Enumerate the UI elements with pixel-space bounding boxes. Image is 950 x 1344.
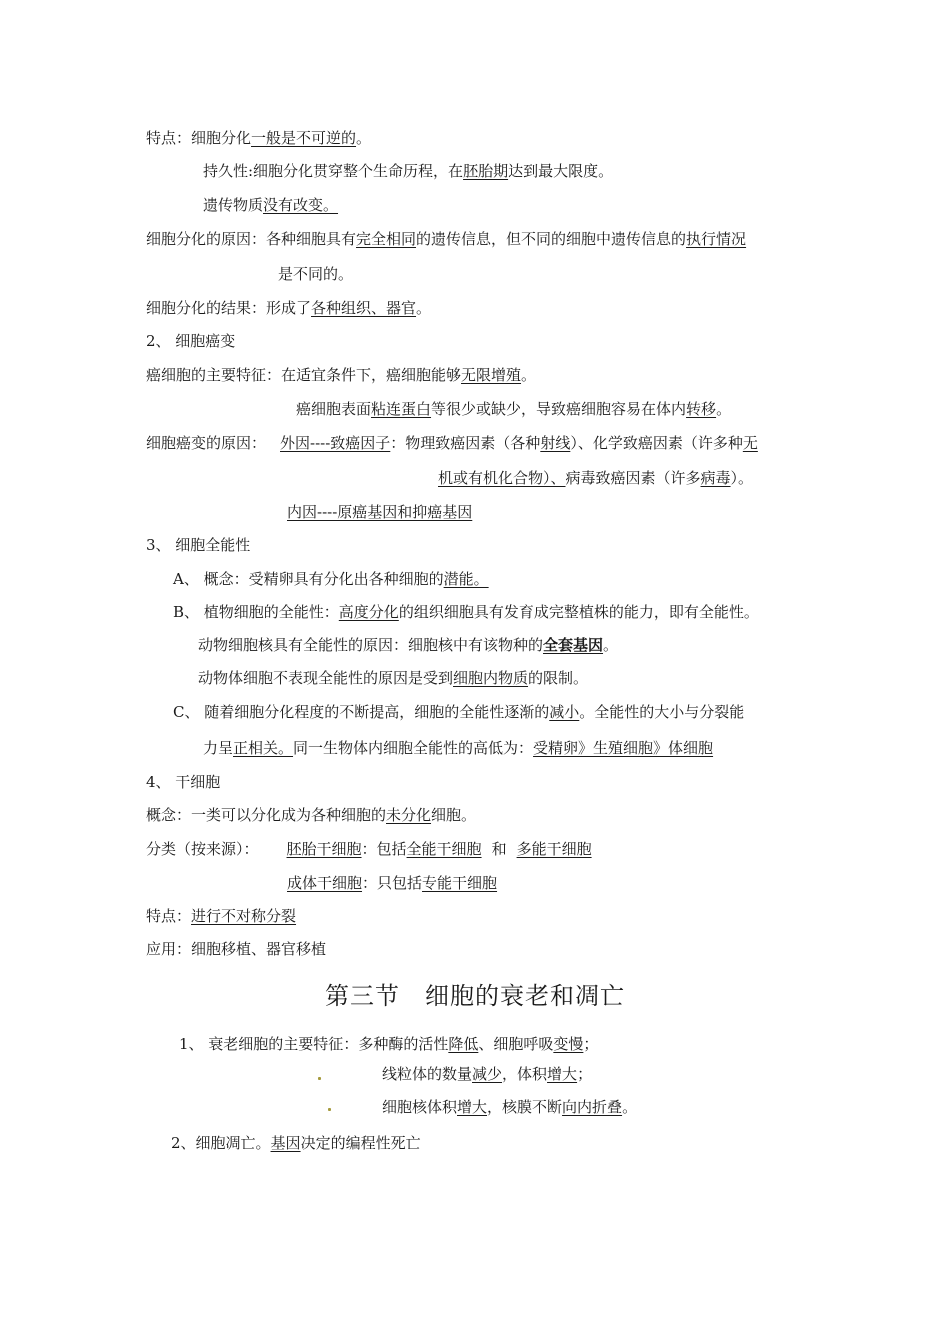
section-title: 第三节 细胞的衰老和凋亡 — [325, 982, 625, 1010]
heading-stem-cells: 4、 干细胞 — [146, 773, 221, 791]
line-aging-feature-2: 线粒体的数量减少，体积增大； — [382, 1065, 593, 1083]
line-cancer-cause-cont: 机或有机化合物）、病毒致癌因素（许多病毒）。 — [438, 469, 754, 487]
line-differentiation-cause: 细胞分化的原因：各种细胞具有完全相同的遗传信息，但不同的细胞中遗传信息的执行情况 — [146, 230, 747, 248]
heading-totipotency: 3、 细胞全能性 — [146, 536, 251, 554]
line-apoptosis: 2、细胞凋亡。基因决定的编程性死亡 — [171, 1134, 421, 1152]
line-animal-somatic: 动物体细胞不表现全能性的原因是受到细胞内物质的限制。 — [198, 669, 589, 687]
line-stem-feature: 特点：进行不对称分裂 — [146, 907, 297, 925]
line-stem-classification: 分类（按来源）： 胚胎干细胞：包括全能干细胞 和 多能干细胞 — [146, 840, 592, 858]
line-stem-concept: 概念：一类可以分化成为各种细胞的未分化细胞。 — [146, 806, 477, 824]
line-totipotency-concept: A、 概念：受精卵具有分化出各种细胞的潜能。 — [173, 570, 489, 588]
line-genetic-material: 遗传物质没有改变。 — [203, 196, 339, 214]
heading-cancer: 2、 细胞癌变 — [146, 332, 236, 350]
line-totipotency-trend-cont: 力呈正相关。同一生物体内细胞全能性的高低为：受精卵》生殖细胞》体细胞 — [203, 739, 714, 757]
line-aging-feature-3: 细胞核体积增大，核膜不断向内折叠。 — [382, 1098, 638, 1116]
line-aging-feature-1: 1、 衰老细胞的主要特征：多种酶的活性降低、细胞呼吸变慢； — [179, 1035, 599, 1053]
line-plant-totipotency: B、 植物细胞的全能性：高度分化的组织细胞具有发育成完整植株的能力，即有全能性。 — [173, 603, 759, 621]
line-differentiation-cause-cont: 是不同的。 — [278, 265, 354, 283]
bullet-dot — [318, 1077, 321, 1080]
line-animal-nucleus: 动物细胞核具有全能性的原因：细胞核中有该物种的全套基因。 — [198, 636, 619, 654]
line-stem-application: 应用：细胞移植、器官移植 — [146, 940, 327, 958]
line-cancer-internal: 内因----原癌基因和抑癌基因 — [287, 503, 473, 521]
line-cancer-feature: 癌细胞的主要特征：在适宜条件下，癌细胞能够无限增殖。 — [146, 366, 537, 384]
line-persistence: 持久性:细胞分化贯穿整个生命历程，在胚胎期达到最大限度。 — [203, 162, 614, 180]
line-adult-stem: 成体干细胞：只包括专能干细胞 — [287, 874, 498, 892]
line-cancer-surface: 癌细胞表面粘连蛋白等很少或缺少，导致癌细胞容易在体内转移。 — [296, 400, 732, 418]
bullet-dot — [328, 1108, 331, 1111]
line-differentiation-feature: 特点：细胞分化一般是不可逆的。 — [146, 129, 372, 147]
line-differentiation-result: 细胞分化的结果：形成了各种组织、器官。 — [146, 299, 432, 317]
line-cancer-cause: 细胞癌变的原因： 外因----致癌因子：物理致癌因素（各种射线）、化学致癌因素（许多种无 — [146, 434, 758, 452]
line-totipotency-trend: C、 随着细胞分化程度的不断提高，细胞的全能性逐渐的减小。全能性的大小与分裂能 — [173, 703, 745, 721]
